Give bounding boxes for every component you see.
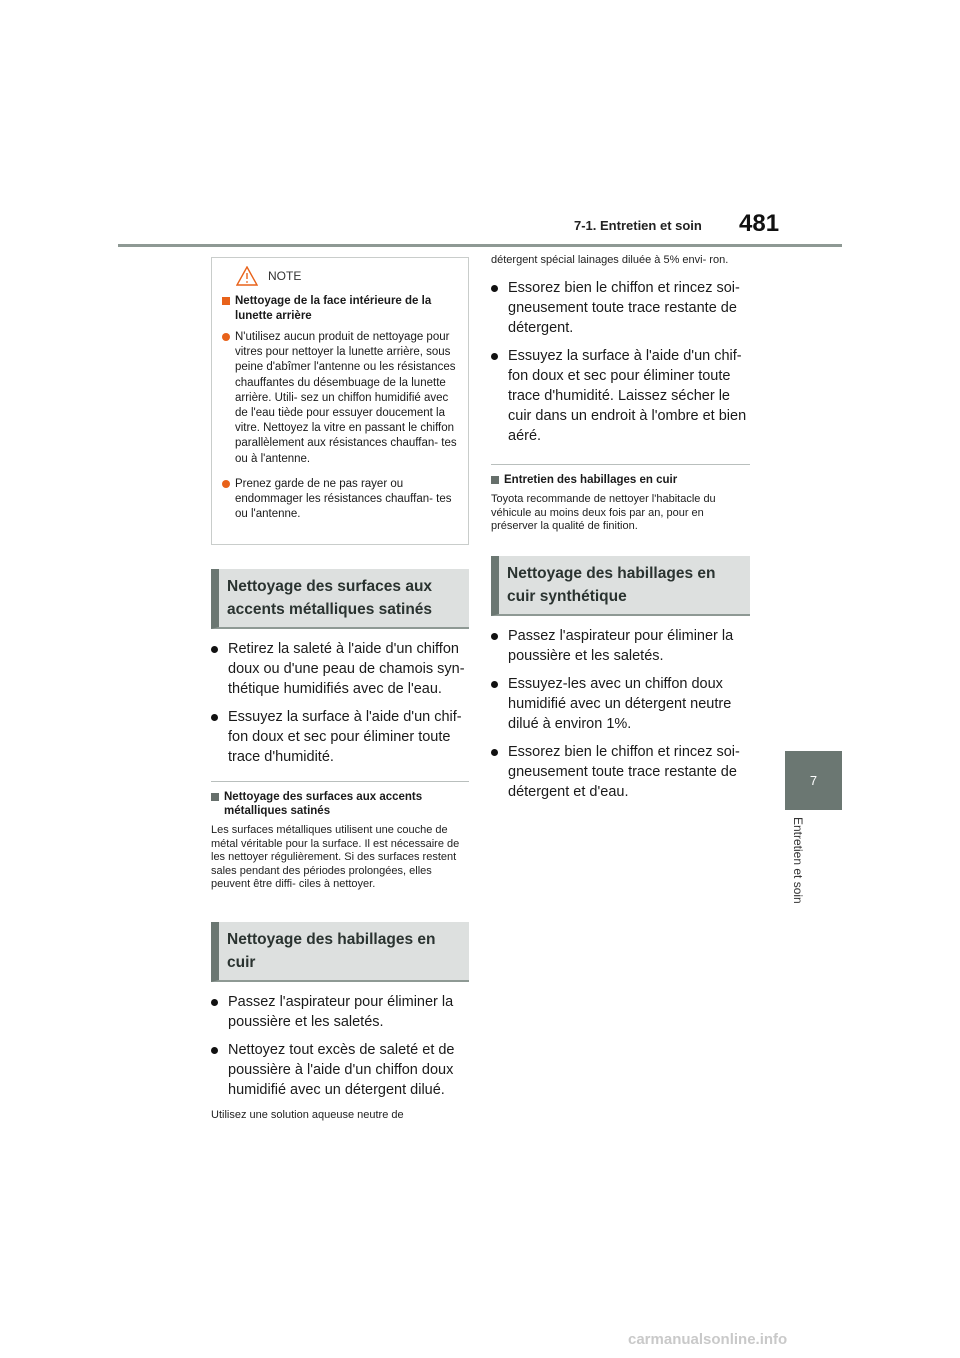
- list-item-text: Nettoyez tout excès de saleté et de poussière à l'aide d'un chiffon doux humidifié avec un détergent dilué.: [228, 1041, 455, 1098]
- bullet-icon: [491, 681, 498, 688]
- chapter-tab[interactable]: [785, 751, 842, 810]
- divider: [211, 781, 469, 782]
- header-rule: [118, 244, 842, 247]
- list-item: [491, 674, 750, 734]
- bullet-icon: [491, 285, 498, 292]
- note-header: [236, 266, 458, 286]
- note-box: [211, 257, 469, 545]
- note-bullet: [222, 477, 458, 523]
- list-item: [491, 742, 750, 802]
- list-item: [491, 626, 750, 666]
- square-bullet-icon: [491, 476, 499, 484]
- list-item: [491, 346, 750, 446]
- bullet-icon: [211, 999, 218, 1006]
- left-column: [211, 257, 469, 1122]
- warning-icon: [236, 266, 258, 286]
- note-bullet-text: N'utilisez aucun produit de nettoyage pour vitres pour nettoyer la lunette arrière, sous peine d'abîmer l'antenne ou les résistances chauffantes du désembuage de la lunette arrière. Utili- sez un chiffon humidifié avec de l'eau tiède pour essuyer doucement la vitre. Nettoyez la vitre en passant le chiffon parallèlement aux résistances chauffan- tes ou à l'antenne.: [235, 331, 457, 465]
- bullet-icon: [211, 1047, 218, 1054]
- list-item: [491, 278, 750, 338]
- section-heading-metal: Nettoyage des surfaces aux accents métalliques satinés: [211, 569, 469, 629]
- page-number: 481: [739, 210, 780, 237]
- bullet-icon: [211, 714, 218, 721]
- list-item: [211, 639, 469, 699]
- list-item-text: Essuyez la surface à l'aide d'un chif- fon doux et sec pour éliminer toute trace d'humidité. Laissez sécher le cuir dans un endroit à l'ombre et bien aéré.: [508, 348, 747, 444]
- bullet-icon: [211, 646, 218, 653]
- list-item-text: Passez l'aspirateur pour éliminer la poussière et les saletés.: [508, 627, 734, 664]
- list-item: [211, 992, 469, 1032]
- divider: [491, 464, 750, 465]
- list-item-text: Essuyez la surface à l'aide d'un chif- fon doux et sec pour éliminer toute trace d'humidité.: [228, 709, 462, 766]
- watermark: carmanualsonline.info: [628, 1331, 788, 1348]
- square-bullet-icon: [222, 297, 230, 305]
- section-title: 7-1. Entretien et soin: [574, 218, 702, 233]
- list-item-text: Passez l'aspirateur pour éliminer la poussière et les saletés.: [228, 993, 454, 1030]
- section-heading-synthetic: Nettoyage des habillages en cuir synthétique: [491, 556, 750, 616]
- note-subtitle: [222, 294, 458, 324]
- bullet-icon: [491, 633, 498, 640]
- list-item-text: Essorez bien le chiffon et rincez soi- gneusement toute trace restante de détergent et d'eau.: [508, 743, 740, 800]
- sub-topic-title: [211, 790, 469, 818]
- list-item-text: Retirez la saleté à l'aide d'un chiffon doux ou d'une peau de chamois syn- thétique humidifiés avec de l'eau.: [228, 641, 465, 698]
- note-title: NOTE: [268, 269, 302, 283]
- note-bullet: [222, 330, 458, 467]
- continuation-text: détergent spécial lainages diluée à 5% envi- ron.: [491, 254, 729, 266]
- right-column: [491, 250, 750, 810]
- chapter-label: Entretien et soin: [791, 817, 805, 904]
- list-item-text: Essuyez-les avec un chiffon doux humidifié avec un détergent neutre dilué à environ 1%.: [508, 675, 732, 732]
- square-bullet-icon: [211, 793, 219, 801]
- bullet-icon: [491, 353, 498, 360]
- sub-topic-text: Les surfaces métalliques utilisent une couche de métal véritable pour la surface. Il est nécessaire de les nettoyer régulièrement. Si des surfaces restent sales pendant des périodes prolongées, elles peuvent être diffi- ciles à nettoyer.: [211, 824, 460, 891]
- sub-topic-title-text: Entretien des habillages en cuir: [504, 474, 678, 486]
- list-item: [211, 707, 469, 767]
- sub-topic-text: Toyota recommande de nettoyer l'habitacle du véhicule au moins deux fois par an, pour en préserver la qualité de finition.: [491, 493, 716, 532]
- dot-bullet-icon: [222, 333, 230, 341]
- dot-bullet-icon: [222, 480, 230, 488]
- list-item-text: Essorez bien le chiffon et rincez soi- gneusement toute trace restante de détergent.: [508, 280, 740, 336]
- note-subtitle-text: Nettoyage de la face intérieure de la lunette arrière: [235, 295, 432, 322]
- continuation-text: Utilisez une solution aqueuse neutre de: [211, 1108, 404, 1121]
- chapter-number: 7: [809, 773, 818, 788]
- section-heading-leather: Nettoyage des habillages en cuir: [211, 922, 469, 982]
- sub-topic-title-text: Nettoyage des surfaces aux accents métalliques satinés: [224, 791, 423, 818]
- note-bullet-text: Prenez garde de ne pas rayer ou endommager les résistances chauffan- tes ou l'antenne.: [235, 477, 452, 521]
- sub-topic-title: [491, 473, 750, 487]
- list-item: [211, 1040, 469, 1100]
- bullet-icon: [491, 749, 498, 756]
